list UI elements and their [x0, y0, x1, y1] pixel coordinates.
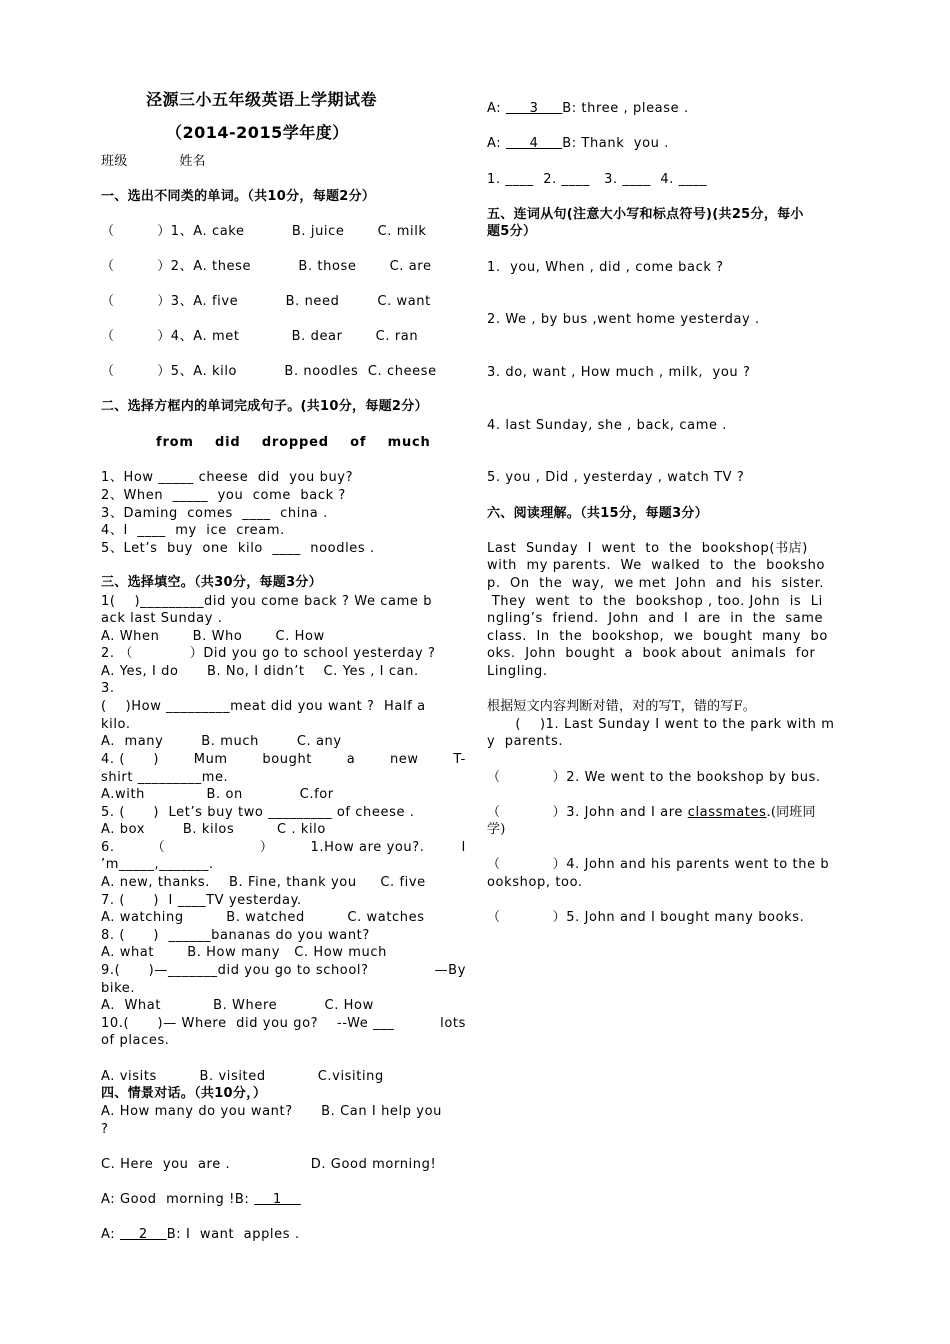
answer-blank-1[interactable]: 1: [254, 1192, 301, 1207]
s3-line: A. What B. Where C. How: [101, 998, 374, 1013]
s3-q10-part: 10.( )— Where did you go? --We ___: [101, 1016, 395, 1031]
exam-title: 泾源三小五年级英语上学期试卷: [146, 90, 378, 109]
passage-line: with my parents. We walked to the booksho: [487, 558, 826, 573]
dialogue-line-3: [487, 100, 689, 117]
s3-q6-part: 1.How are you?.: [310, 840, 425, 855]
dialogue-text: A:: [101, 1227, 120, 1242]
s3-line: A. Yes, I do B. No, I didn’t C. Yes , I can.: [101, 664, 419, 679]
s3-q9-part: 9.( )—_______did you go to school?: [101, 963, 369, 978]
s5-question: 5. you , Did , yesterday , watch TV ?: [487, 470, 745, 485]
s3-q4-part: a: [346, 752, 356, 767]
s3-line: 8. ( ) ______bananas do you want?: [101, 928, 370, 943]
s3-line: 3.: [101, 681, 115, 696]
passage-line: oks. John bought a book about animals for: [487, 646, 816, 661]
s3-q6-part: 6.: [101, 840, 115, 855]
section-6-heading: 六、阅读理解。（共15分，每题3分）: [487, 506, 709, 521]
passage-line: Lingling.: [487, 664, 548, 679]
reading-question-2: （ ）2. We went to the bookshop by bus.: [487, 770, 821, 785]
s5-question: 3. do, want , How much , milk, you ?: [487, 365, 751, 380]
s3-line: A. When B. Who C. How: [101, 629, 325, 644]
s3-line: 5. ( ) Let’s buy two _________ of cheese .: [101, 805, 415, 820]
reading-question-5: （ ）5. John and I bought many books.: [487, 910, 805, 925]
s3-q9-part: —By: [434, 963, 466, 978]
s3-q10-line: [101, 1015, 466, 1032]
s2-question: 5、Let’s buy one kilo ____ noodles .: [101, 541, 375, 556]
dialogue-text: B: three , please .: [562, 101, 689, 116]
s1-question: （ ）1、A. cake B. juice C. milk: [101, 224, 427, 239]
dialogue-line-2: [101, 1226, 300, 1243]
reading-question-4: （ ）4. John and his parents went to the b: [487, 857, 830, 872]
s1-question: （ ）3、A. five B. need C. want: [101, 294, 431, 309]
s4-answer-line: 1. ____ 2. ____ 3. ____ 4. ____: [487, 172, 708, 187]
question-text: （ ）3. John and I are: [487, 805, 688, 820]
dialogue-text: B: I want apples .: [166, 1227, 300, 1242]
s2-question: 3、Daming comes ____ china .: [101, 506, 328, 521]
s3-line: bike.: [101, 981, 136, 996]
s3-line: 1( )_________did you come back ? We came b: [101, 594, 433, 609]
s3-q6-part: I: [461, 840, 466, 855]
answer-blank-3[interactable]: 3: [505, 101, 563, 116]
s3-line: A. visits B. visited C.visiting: [101, 1069, 384, 1084]
s3-line: ( )How _________meat did you want ? Half a: [101, 699, 426, 714]
reading-instruction: 根据短文内容判断对错，对的写T，错的写F。: [487, 699, 756, 714]
s4-option-line: ?: [101, 1122, 109, 1137]
s4-option-line: A. How many do you want? B. Can I help you: [101, 1104, 442, 1119]
s3-line: kilo.: [101, 717, 131, 732]
reading-question-1: ( )1. Last Sunday I went to the park with m: [487, 717, 835, 732]
s3-q4-part: bought: [262, 752, 313, 767]
passage-line: Last Sunday I went to the bookshop(书店): [487, 541, 808, 556]
s3-q4-part: 4. ( ): [101, 752, 160, 767]
s3-q4-part: T-: [453, 752, 466, 767]
passage-line: p. On the way, we met John and his sister.: [487, 576, 825, 591]
passage-line: ngling’s friend. John and I are in the same: [487, 611, 824, 626]
s3-q6-part: （ ）: [151, 840, 274, 855]
reading-question-3: [487, 804, 816, 821]
question-text: .(同班同: [766, 805, 816, 820]
s2-question: 4、I ____ my ice cream.: [101, 523, 285, 538]
s5-question: 2. We , by bus ,went home yesterday .: [487, 312, 760, 327]
s3-line: A.with B. on C.for: [101, 787, 334, 802]
section-5-heading: 五、连词从句(注意大小写和标点符号)(共25分，每小: [487, 207, 804, 222]
s4-option-line: C. Here you are . D. Good morning!: [101, 1157, 437, 1172]
answer-blank-2[interactable]: 2: [119, 1227, 167, 1242]
answer-blank-4[interactable]: 4: [505, 136, 563, 151]
s1-question: （ ）4、A. met B. dear C. ran: [101, 329, 419, 344]
s1-question: （ ）5、A. kilo B. noodles C. cheese: [101, 364, 437, 379]
reading-question-4-cont: ookshop, too.: [487, 875, 583, 890]
section-4-heading: 四、情景对话。（共10分，）: [101, 1086, 267, 1101]
s2-question: 2、When _____ you come back ?: [101, 488, 346, 503]
s5-question: 1. you, When , did , come back ?: [487, 260, 724, 275]
s3-line: A. new, thanks. B. Fine, thank you C. five: [101, 875, 426, 890]
s3-q4-line: [101, 751, 466, 768]
s3-line: shirt _________me.: [101, 770, 229, 785]
class-name-line: 班级 姓名: [101, 154, 206, 169]
section-3-heading: 三、选择填空。（共30分，每题3分）: [101, 575, 323, 590]
dialogue-text: A:: [487, 136, 506, 151]
s3-line: A. box B. kilos C . kilo: [101, 822, 326, 837]
word-box: from did dropped of much: [156, 435, 431, 450]
s3-line: ack last Sunday .: [101, 611, 223, 626]
dialogue-text: A: Good morning !B:: [101, 1192, 255, 1207]
exam-subtitle: （2014-2015学年度）: [166, 123, 349, 142]
passage-line: They went to the bookshop , too. John is Li: [487, 594, 823, 609]
s5-question: 4. last Sunday, she , back, came .: [487, 418, 728, 433]
s3-q9-line: [101, 962, 466, 979]
dialogue-text: B: Thank you .: [562, 136, 669, 151]
underlined-word: classmates: [687, 805, 767, 820]
dialogue-line-1: [101, 1191, 301, 1208]
section-5-heading-cont: 题5分）: [487, 224, 537, 239]
dialogue-text: A:: [487, 101, 506, 116]
s3-q10-part: lots: [440, 1016, 466, 1031]
dialogue-line-4: [487, 135, 669, 152]
s3-line: A. what B. How many C. How much: [101, 945, 387, 960]
s3-line: ’m_____,_______.: [101, 857, 214, 872]
s3-q6-line: [101, 839, 466, 856]
s3-line: A. many B. much C. any: [101, 734, 342, 749]
s3-line: 2. （ ）Did you go to school yesterday ?: [101, 646, 436, 661]
s3-line: of places.: [101, 1033, 170, 1048]
s3-line: 7. ( ) I ____TV yesterday.: [101, 893, 302, 908]
s3-q4-part: Mum: [193, 752, 228, 767]
s3-q4-part: new: [389, 752, 419, 767]
reading-question-1-cont: y parents.: [487, 734, 564, 749]
passage-line: class. In the bookshop, we bought many bo: [487, 629, 828, 644]
reading-question-3-cont: 学): [487, 822, 506, 837]
section-1-heading: 一、选出不同类的单词。（共10分，每题2分）: [101, 189, 376, 204]
s2-question: 1、How _____ cheese did you buy?: [101, 470, 354, 485]
s3-line: A. watching B. watched C. watches: [101, 910, 425, 925]
s1-question: （ ）2、A. these B. those C. are: [101, 259, 432, 274]
section-2-heading: 二、选择方框内的单词完成句子。(共10分，每题2分）: [101, 399, 428, 414]
